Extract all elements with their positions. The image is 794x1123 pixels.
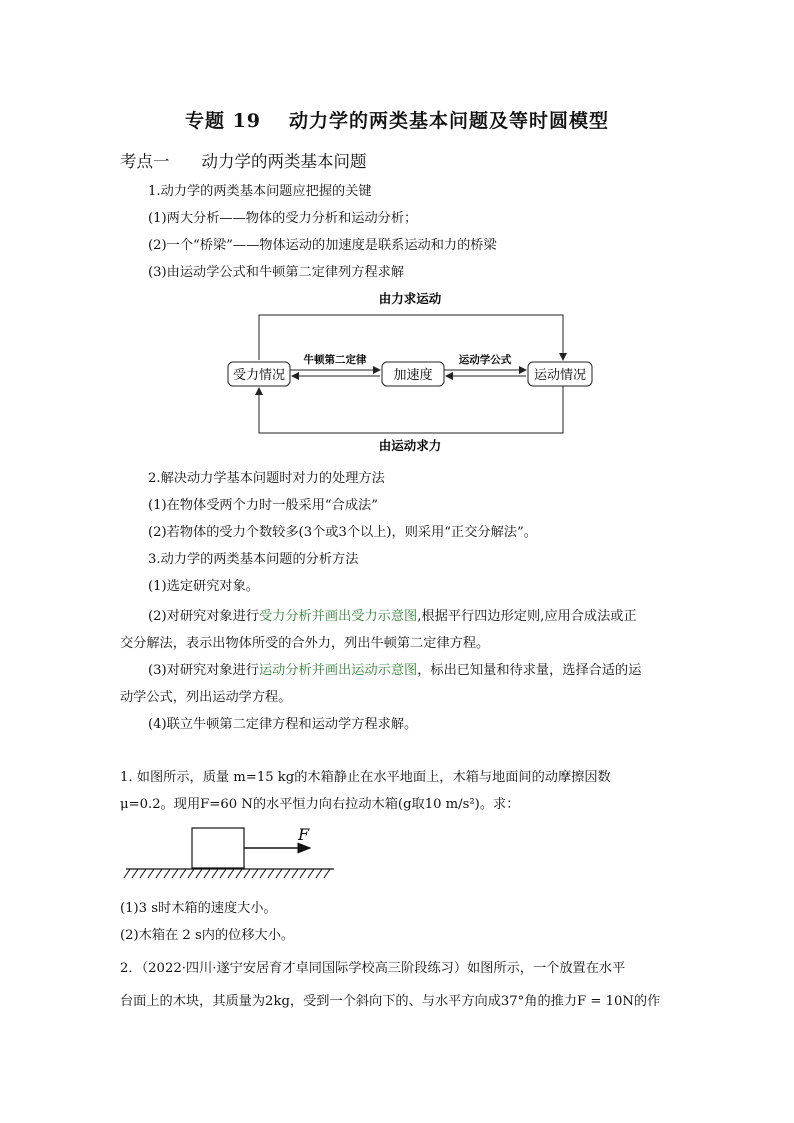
p1-heading: 1.动力学的两类基本问题应把握的关键 xyxy=(148,184,372,199)
box-acc-label: 加速度 xyxy=(393,368,433,383)
flow-diagram xyxy=(220,285,600,455)
p1-item3: (3)由运动学公式和牛顿第二定律列方程求解 xyxy=(148,265,405,280)
q2-line2: 台面上的木块，其质量为2kg，受到一个斜向下的、与水平方向成37°角的推力F = 10N的作 xyxy=(120,994,661,1009)
p3-item3-cont: 动学公式，列出运动学方程。 xyxy=(120,690,292,705)
title-number: 专题 19 xyxy=(184,110,262,132)
p3-item4: (4)联立牛顿第二定律方程和运动学方程求解。 xyxy=(148,717,418,732)
section-heading xyxy=(120,148,367,172)
title-text: 动力学的两类基本问题及等时圆模型 xyxy=(289,110,610,132)
arrow1-label: 牛顿第二定律 xyxy=(303,354,367,366)
p2-heading: 2.解决动力学基本问题时对力的处理方法 xyxy=(148,471,385,486)
section-text: 动力学的两类基本问题 xyxy=(201,152,367,171)
p3-item3: (3)对研究对象进行运动分析并画出运动示意图，标出已知量和待求量，选择合适的运 xyxy=(148,663,642,678)
p2-item1: (1)在物体受两个力时一般采用“合成法” xyxy=(148,498,378,513)
p1-item1: (1)两大分析——物体的受力分析和运动分析； xyxy=(148,211,418,226)
box-force-label: 受力情况 xyxy=(232,368,286,383)
box-on-ground-figure xyxy=(120,822,340,884)
section-label: 考点一 xyxy=(120,152,170,171)
q1-line2: μ=0.2。现用F=60 N的水平恒力向右拉动木箱(g取10 m/s²)。求： xyxy=(120,797,520,812)
top-label: 由力求运动 xyxy=(378,291,442,306)
force-label: F xyxy=(298,825,310,844)
bottom-label: 由运动求力 xyxy=(378,438,442,453)
green-highlight: 受力分析并画出受力示意图 xyxy=(259,609,418,624)
q2-line1: 2．（2022·四川·遂宁安居育才卓同国际学校高三阶段练习）如图所示，一个放置在水平 xyxy=(120,961,626,976)
p3-item1: (1)选定研究对象。 xyxy=(148,579,259,594)
p1-item2: (2)一个“桥梁”——物体运动的加速度是联系运动和力的桥梁 xyxy=(148,238,497,253)
wooden-box xyxy=(192,828,244,868)
p2-item2: (2)若物体的受力个数较多(3个或3个以上)，则采用“正交分解法”。 xyxy=(148,525,537,540)
p3-heading: 3.动力学的两类基本问题的分析方法 xyxy=(148,552,359,567)
q1-line1: 1. 如图所示，质量 m=15 kg的木箱静止在水平地面上，木箱与地面间的动摩擦因数 xyxy=(120,770,611,785)
p3-item2-cont: 交分解法，表示出物体所受的合外力，列出牛顿第二定律方程。 xyxy=(120,636,490,651)
q1-sub2: (2)木箱在 2 s内的位移大小。 xyxy=(120,928,295,943)
arrow2-label: 运动学公式 xyxy=(458,354,512,366)
ground-hatch xyxy=(124,869,330,878)
p3-item2: (2)对研究对象进行受力分析并画出受力示意图,根据平行四边形定则,应用合成法或正 xyxy=(148,609,637,624)
bottom-arrow xyxy=(259,386,563,433)
green-highlight: 运动分析并画出运动示意图 xyxy=(259,663,418,678)
q1-sub1: (1)3 s时木箱的速度大小。 xyxy=(120,901,277,916)
box-motion-label: 运动情况 xyxy=(533,368,587,383)
page-title xyxy=(0,106,794,133)
